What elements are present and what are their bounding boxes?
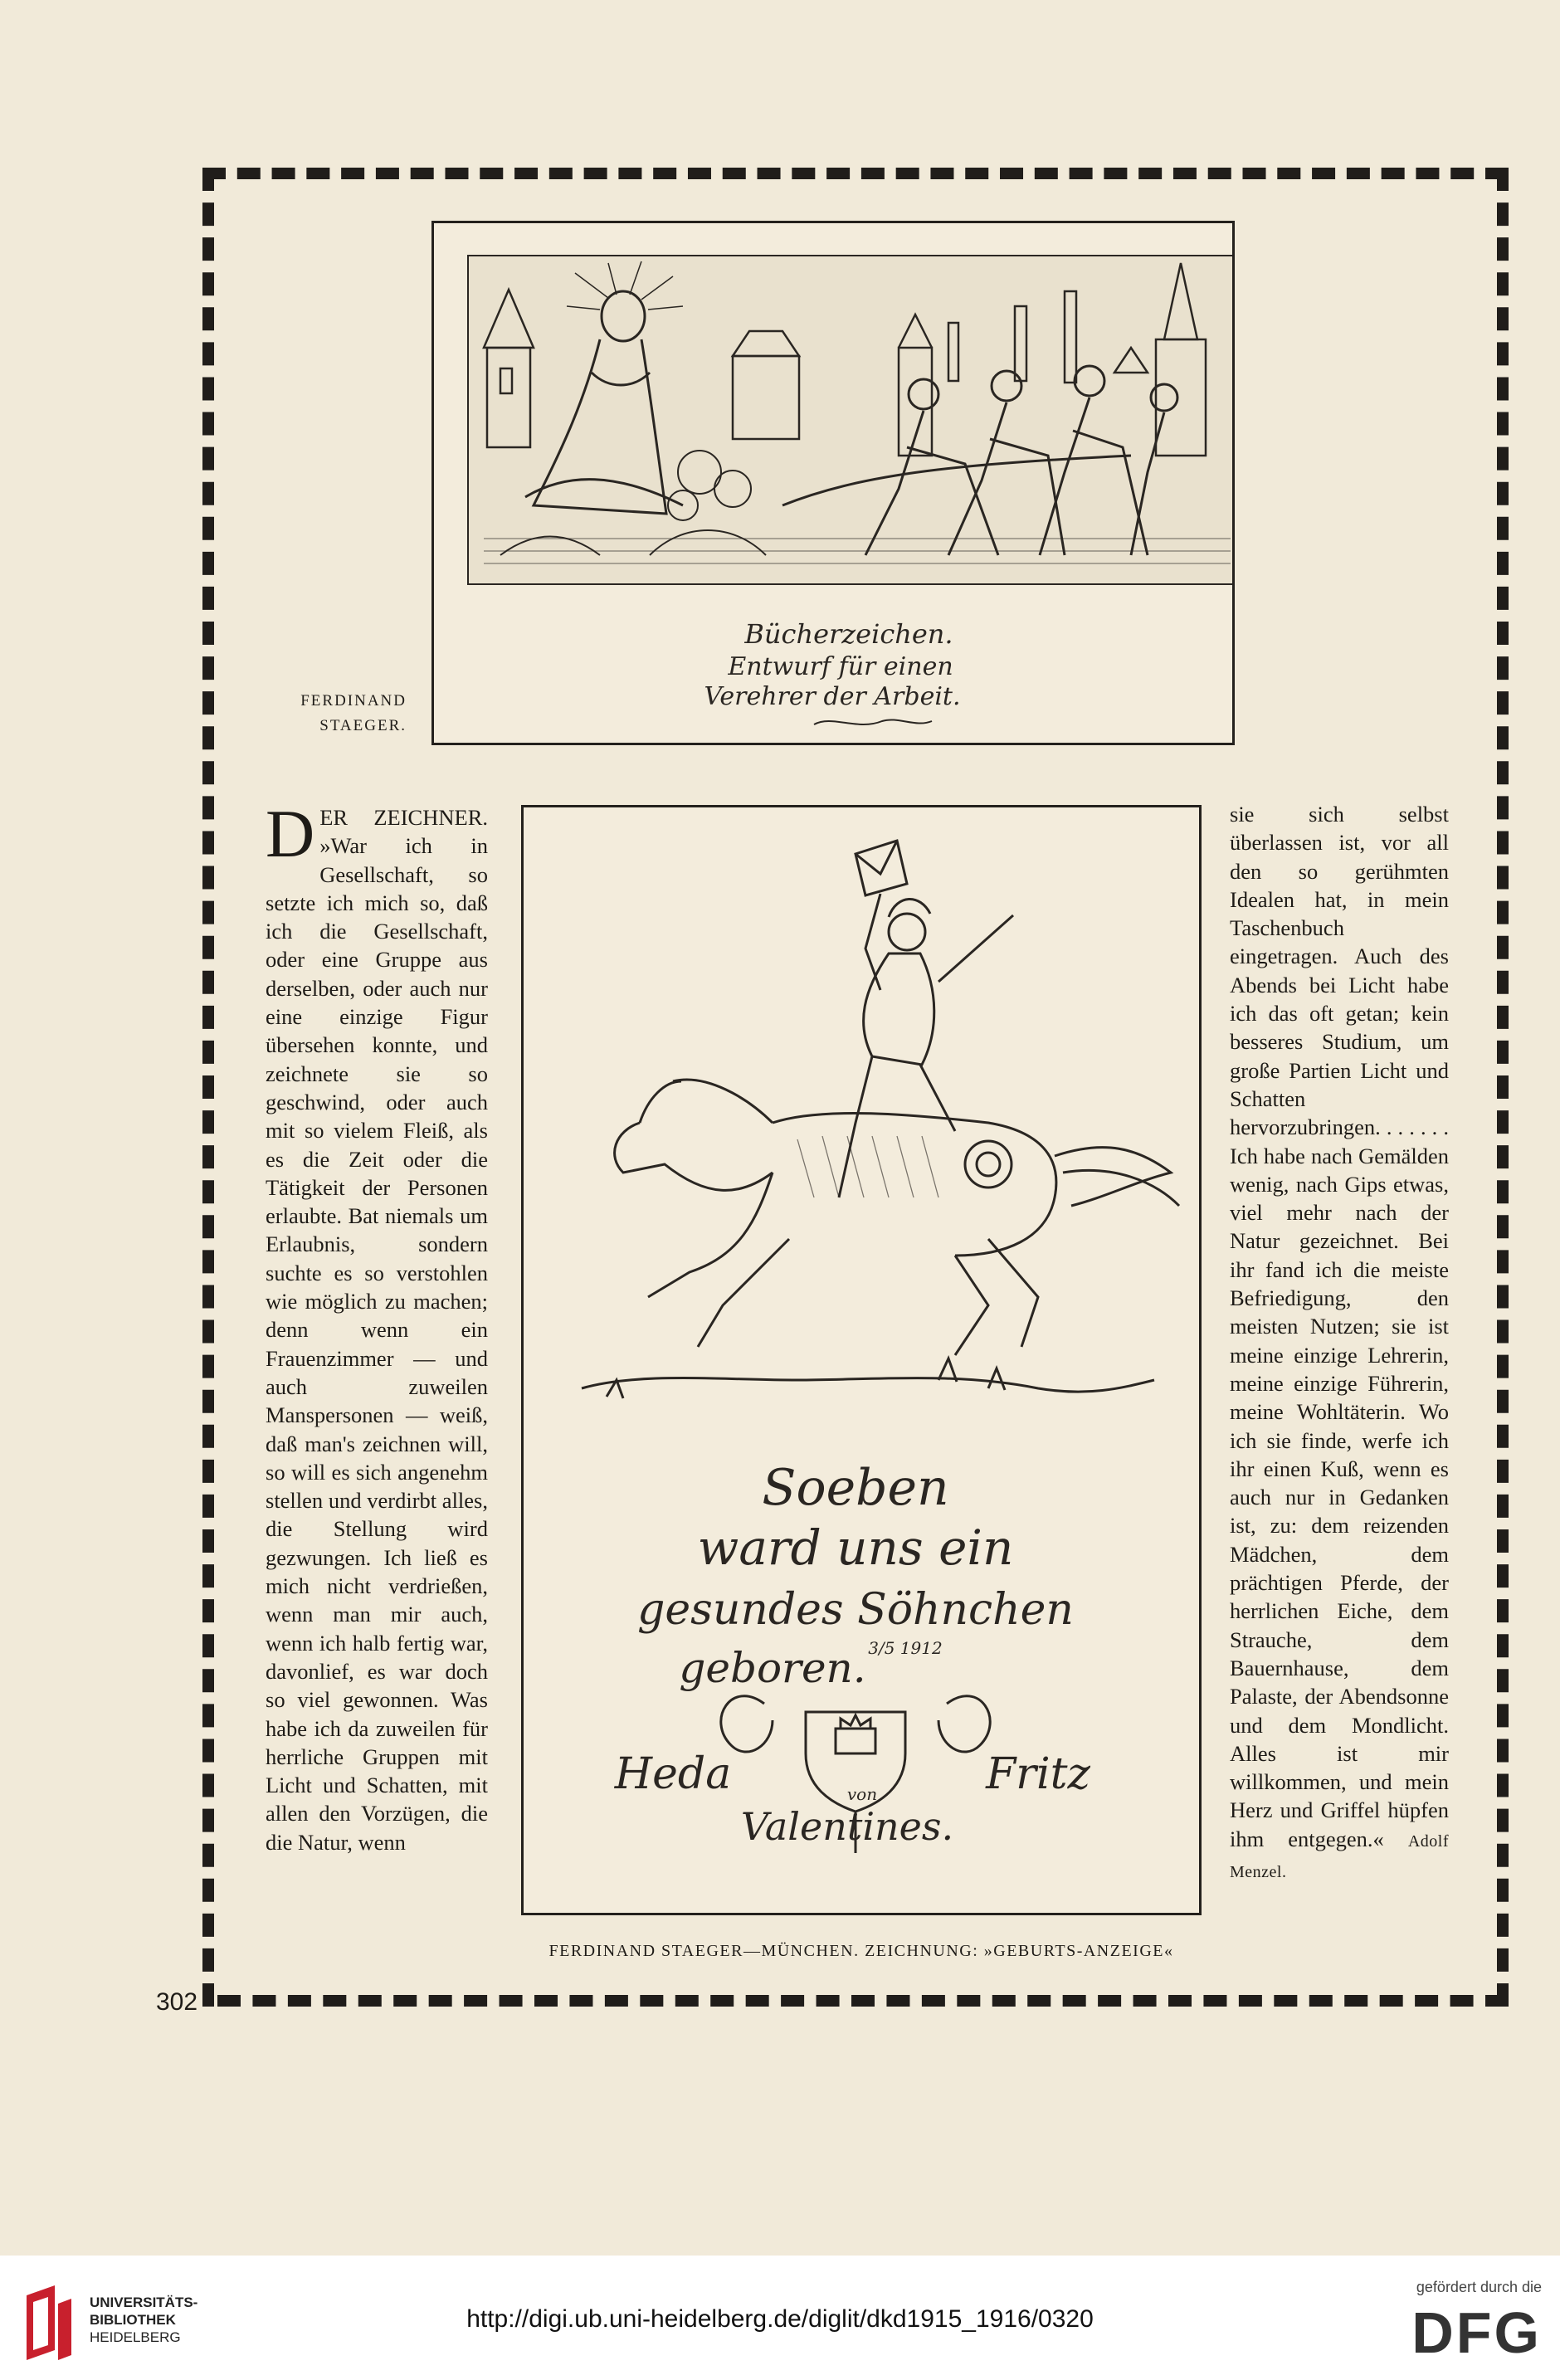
- page-frame-top-rule: [202, 168, 1509, 179]
- article-text-left: »War ich in Gesellschaft, so setzte ich mich so, daß ich die Gesellschaft, oder eine Gruppe aus derselben, oder auch nur eine einzige Figur übersehen konnte, und zeichnete sie so geschwind, oder auch mit so vielem Fleiß, als es die Zeit oder die Tätigkeit der Personen erlaubte. Bat niemals um Erlaubnis, sondern suchte es so verstohlen wie möglich zu machen; denn wenn ein Frauenzimmer — und auch zuweilen Manspersonen — weiß, daß man's zeichnen will, so will es sich angenehm stellen und verdirbt alles, die Stellung wird gezwungen. Ich ließ es mich nicht verdrießen, wenn man mir auch, wenn ich halb fertig war, davonlief, es war doch so viel gewonnen. Was habe ich da zuweilen für herrliche Gruppen mit Licht und Schatten, mit allen den Vorzügen, die die Natur, wenn: [266, 833, 488, 1855]
- article-column-right: [1230, 800, 1449, 1886]
- artist-credit-top: FERDINAND STAEGER.: [300, 692, 407, 734]
- inscription-line-3: Verehrer der Arbeit.: [704, 682, 961, 711]
- dfg-logo: DFG: [1411, 2300, 1542, 2365]
- page-frame-bottom-rule: [217, 1995, 1509, 2007]
- page-number: 302: [156, 1988, 198, 2016]
- announcement-line-2: ward uns ein: [697, 1519, 1014, 1576]
- article-author: Adolf Menzel.: [1230, 1831, 1450, 1881]
- permalink-url[interactable]: http://digi.ub.uni-heidelberg.de/diglit/dkd1915_1916/0320: [466, 2305, 1094, 2333]
- drop-cap: D: [266, 796, 315, 871]
- rider-drawing: [524, 807, 1199, 1913]
- institution-name: UNIVERSITÄTS- BIBLIOTHEK HEIDELBERG: [90, 2295, 198, 2345]
- name-family: Valentines.: [740, 1804, 954, 1849]
- page-frame-right-rule: [1497, 168, 1509, 2007]
- birth-announcement-caption: FERDINAND STAEGER—MÜNCHEN. ZEICHNUNG: »GEBURTS-ANZEIGE«: [548, 1942, 1174, 1960]
- sponsor-label: gefördert durch die: [1416, 2279, 1542, 2295]
- name-left: Heda: [614, 1749, 732, 1799]
- name-right: Fritz: [986, 1749, 1090, 1799]
- university-library-logo-icon: [18, 2279, 80, 2362]
- name-von: von: [846, 1784, 878, 1804]
- birth-announcement-illustration: [521, 805, 1202, 1915]
- inscription-line-1: Bücherzeichen.: [744, 618, 953, 650]
- bookplate-drawing: [434, 223, 1232, 743]
- bookplate-illustration: [431, 221, 1235, 745]
- page-frame-left-rule: [202, 168, 214, 2007]
- announcement-date: 3/5 1912: [868, 1638, 943, 1658]
- article-column-left: [266, 796, 488, 1856]
- inscription-line-2: Entwurf für einen: [728, 652, 953, 681]
- announcement-line-4: geboren.: [679, 1644, 866, 1692]
- article-text-right: sie sich selbst überlassen ist, vor all den so gerühmten Idealen hat, in mein Taschenbuch eingetragen. Auch des Abends bei Licht habe ich das oft getan; kein besseres Studium, um große Partien Licht und Schatten hervorzubringen. . . . . . . Ich habe nach Gemälden wenig, nach Gips etwas, viel mehr nach der Natur gezeichnet. Bei ihr fand ich die meiste Befriedigung, den meisten Nutzen; sie ist meine einzige Lehrerin, meine einzige Führerin, meine Wohltäterin. Wo ich sie finde, werfe ich ihr einen Kuß, wenn es auch nur in Gedanken ist, zu: dem reizenden Mädchen, dem prächtigen Pferde, der herrlichen Eiche, dem Strauche, dem Bauernhause, dem Palaste, der Abendsonne und dem Mondlicht. Alles ist mir willkommen, und mein Herz und Griffel hüpfen ihm entgegen.«: [1230, 802, 1449, 1851]
- announcement-line-1: Soeben: [762, 1459, 949, 1517]
- footer-bar: [0, 2256, 1560, 2380]
- article-heading: ER ZEICHNER.: [319, 805, 488, 830]
- announcement-line-3: gesundes Söhnchen: [637, 1585, 1074, 1635]
